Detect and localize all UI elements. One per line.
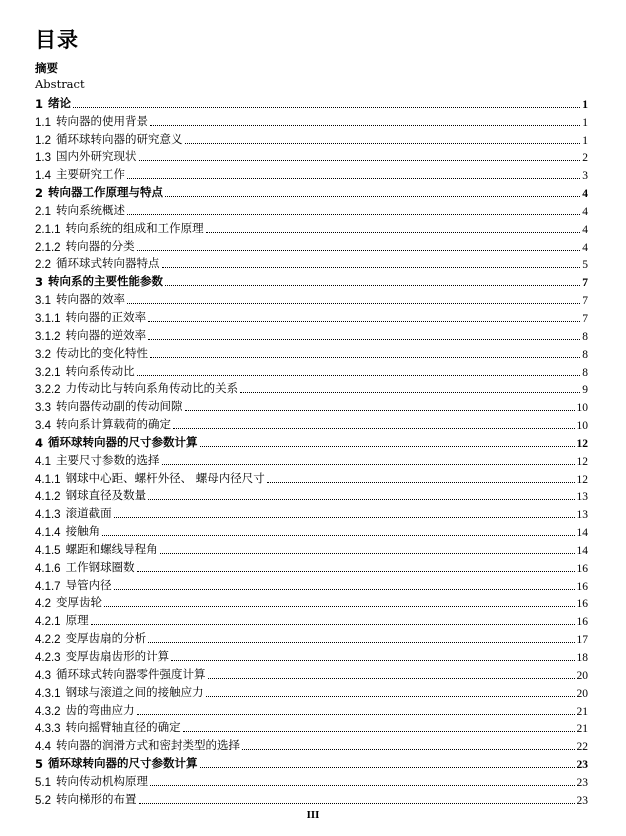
toc-entry-number: 2: [35, 186, 44, 201]
toc-entry[interactable]: [35, 486, 588, 504]
toc-entry[interactable]: [35, 468, 588, 486]
dot-leader: [137, 714, 575, 715]
toc-entry-number: 5.2: [35, 794, 51, 807]
toc-entry-page: 14: [576, 544, 588, 557]
toc-entry[interactable]: [35, 218, 588, 236]
toc-entry[interactable]: [35, 129, 588, 147]
toc-entry-page: 4: [582, 241, 588, 254]
toc-entry[interactable]: [35, 593, 588, 611]
toc-entry-label: 转向摇臂轴直径的确定: [65, 720, 181, 735]
toc-entry-number: 1.2: [35, 134, 51, 147]
toc-entry-number: 1.3: [35, 152, 51, 165]
toc-entry-number: 5: [35, 757, 44, 772]
dot-leader: [127, 303, 580, 304]
toc-entry-label: 循环球转向器的尺寸参数计算: [48, 756, 198, 771]
toc-entry-label: 国内外研究现状: [56, 149, 137, 164]
toc-entry[interactable]: [35, 700, 588, 718]
toc-entry[interactable]: [35, 575, 588, 593]
toc-entry-page: 23: [576, 794, 588, 807]
toc-entry-number: 3.2.2: [35, 384, 61, 397]
toc-entry-page: 22: [576, 741, 588, 754]
toc-entry-page: 10: [576, 402, 588, 415]
toc-entry-page: 5: [582, 259, 588, 272]
toc-entry[interactable]: [35, 718, 588, 736]
toc-entry-label: 钢球直径及数量: [65, 488, 147, 503]
toc-entry-label: 主要尺寸参数的选择: [56, 452, 160, 467]
toc-entry-number: 2.1.1: [35, 223, 61, 236]
dot-leader: [200, 767, 575, 768]
toc-entry-number: 2.1: [35, 205, 51, 218]
toc-entry-label: 导管内径: [65, 577, 112, 592]
toc-entry-page: 16: [576, 580, 588, 593]
toc-entry-page: 12: [576, 437, 588, 450]
toc-entry-page: 7: [582, 312, 588, 325]
dot-leader: [150, 125, 580, 126]
toc-entry-label: 转向系的主要性能参数: [48, 274, 164, 289]
dot-leader: [137, 250, 581, 251]
toc-entry-label: 转向系计算载荷的确定: [56, 417, 171, 432]
toc-entry-number: 4.3: [35, 669, 51, 682]
toc-entry-number: 5.1: [35, 776, 51, 789]
toc-entry-page: 1: [582, 98, 588, 111]
dot-leader: [160, 553, 575, 554]
toc-entry[interactable]: [35, 307, 588, 325]
toc-entry[interactable]: [35, 254, 588, 272]
toc-entry-number: 4.1.5: [35, 544, 61, 557]
toc-entry-number: 4.3.3: [35, 723, 61, 736]
toc-entry-number: 1.4: [35, 170, 51, 183]
dot-leader: [206, 232, 581, 233]
toc-entry-label: 工作钢球圈数: [65, 559, 135, 574]
toc-entry-label: 转向器工作原理与特点: [48, 185, 164, 200]
toc-entry-label: 转向器的正效率: [65, 309, 147, 324]
toc-entry[interactable]: [35, 450, 588, 468]
toc-entry-label: 原理: [65, 613, 89, 628]
dot-leader: [185, 143, 581, 144]
toc-entry-label: 转向系统概述: [56, 202, 125, 217]
dot-leader: [91, 624, 575, 625]
toc-entry[interactable]: [35, 325, 588, 343]
toc-entry[interactable]: [35, 164, 588, 182]
toc-entry[interactable]: [35, 521, 588, 539]
toc-entry-number: 3.1: [35, 295, 51, 308]
toc-entry-label: 变厚齿扇齿形的计算: [65, 649, 170, 663]
toc-entry[interactable]: [35, 664, 588, 682]
dot-leader: [137, 375, 581, 376]
toc-entry-label: 转向器的分类: [65, 238, 135, 253]
toc-entry-page: 4: [582, 188, 588, 201]
dot-leader: [102, 535, 574, 536]
dot-leader: [242, 749, 575, 750]
toc-entry-label: 转向器的效率: [56, 292, 125, 307]
dot-leader: [267, 482, 575, 483]
toc-entry-number: 1: [35, 96, 44, 111]
toc-entry-label: 传动比的变化特性: [56, 345, 148, 360]
toc-entry-page: 10: [576, 420, 588, 433]
toc-entry[interactable]: [35, 182, 588, 200]
dot-leader: [206, 696, 575, 697]
toc-entry-number: 4.1.4: [35, 527, 61, 540]
table-of-contents: [35, 93, 588, 807]
toc-entry-page: 4: [582, 205, 588, 218]
toc-entry[interactable]: [35, 361, 588, 379]
toc-entry-page: 20: [576, 669, 588, 682]
toc-entry[interactable]: [35, 200, 588, 218]
toc-entry-page: 7: [582, 295, 588, 308]
dot-leader: [148, 642, 574, 643]
toc-entry-page: 4: [582, 223, 588, 236]
dot-leader: [165, 285, 580, 286]
toc-entry-number: 4.2.2: [35, 634, 61, 647]
toc-entry-number: 4.3.2: [35, 705, 61, 718]
toc-entry-label: 力传动比与转向系角传动比的关系: [65, 381, 239, 396]
toc-entry-number: 4.2: [35, 598, 51, 611]
toc-entry-page: 12: [576, 473, 588, 486]
toc-entry-label: 变厚齿扇的分析: [65, 631, 147, 646]
dot-leader: [139, 160, 581, 161]
toc-entry-number: 3.1.2: [35, 330, 61, 343]
dot-leader: [173, 428, 575, 429]
toc-entry[interactable]: [35, 771, 588, 789]
toc-entry-number: 4.3.1: [35, 687, 61, 700]
toc-entry-number: 4.1.1: [35, 473, 61, 486]
toc-entry[interactable]: [35, 628, 588, 646]
dot-leader: [240, 392, 580, 393]
dot-leader: [127, 214, 580, 215]
dot-leader: [150, 785, 575, 786]
toc-entry[interactable]: [35, 93, 588, 111]
toc-entry-page: 20: [576, 687, 588, 700]
toc-entry-label: 循环球式转向器特点: [56, 256, 160, 271]
toc-entry-page: 1: [582, 116, 588, 129]
dot-leader: [114, 589, 575, 590]
toc-entry[interactable]: [35, 610, 588, 628]
toc-entry-number: 4.4: [35, 741, 51, 754]
dot-leader: [139, 803, 575, 804]
toc-entry-page: 2: [582, 152, 588, 165]
dot-leader: [73, 107, 580, 108]
toc-entry-page: 16: [576, 598, 588, 611]
toc-entry-label: 主要研究工作: [56, 167, 125, 182]
page-number-footer: III: [306, 811, 320, 821]
toc-entry-number: 4.1.6: [35, 562, 61, 575]
toc-entry[interactable]: [35, 147, 588, 165]
dot-leader: [171, 660, 574, 661]
toc-entry-page: 21: [576, 723, 588, 736]
toc-entry-page: 13: [576, 491, 588, 504]
toc-entry-label: 钢球中心距、螺杆外径、 螺母内径尺寸: [65, 470, 265, 485]
toc-entry[interactable]: [35, 289, 588, 307]
toc-entry-page: 9: [582, 384, 588, 397]
toc-entry-page: 12: [576, 455, 588, 468]
dot-leader: [183, 731, 575, 732]
dot-leader: [148, 321, 580, 322]
dot-leader: [114, 517, 575, 518]
toc-entry-label: 滚道截面: [65, 506, 112, 521]
toc-entry-label: 循环球转向器的研究意义: [56, 131, 183, 146]
dot-leader: [165, 196, 580, 197]
toc-entry-label: 循环球式转向器零件强度计算: [56, 666, 206, 681]
toc-entry-number: 3.2.1: [35, 366, 61, 379]
toc-entry-page: 23: [576, 776, 588, 789]
toc-entry-page: 7: [582, 277, 588, 290]
toc-entry[interactable]: [35, 682, 588, 700]
toc-entry-label: 转向梯形的布置: [56, 791, 137, 806]
toc-entry-number: 2.1.2: [35, 241, 61, 254]
dot-leader: [208, 678, 575, 679]
toc-entry-number: 3.1.1: [35, 312, 61, 325]
page-title: 目录: [35, 28, 79, 52]
toc-entry-label: 转向器的润滑方式和密封类型的选择: [56, 738, 240, 753]
toc-entry-number: 4.2.3: [35, 652, 61, 664]
toc-entry-label: 循环球转向器的尺寸参数计算: [48, 434, 198, 449]
toc-entry[interactable]: [35, 557, 588, 575]
toc-entry-number: 4.1: [35, 455, 51, 468]
toc-entry[interactable]: [35, 343, 588, 361]
toc-entry-number: 4: [35, 435, 44, 450]
toc-entry[interactable]: [35, 432, 588, 450]
toc-entry-label: 转向器传动副的传动间隙: [56, 399, 183, 414]
toc-entry-number: 1.1: [35, 116, 51, 129]
toc-entry[interactable]: [35, 503, 588, 521]
toc-entry[interactable]: [35, 111, 588, 129]
abstract-cn-heading: 摘要: [35, 61, 58, 75]
toc-entry-label: 接触角: [65, 524, 101, 539]
dot-leader: [137, 571, 575, 572]
dot-leader: [104, 606, 575, 607]
toc-entry-label: 变厚齿轮: [56, 595, 102, 610]
dot-leader: [162, 464, 575, 465]
toc-entry-number: 4.1.2: [35, 491, 61, 504]
toc-entry-label: 绪论: [48, 95, 72, 110]
toc-entry-label: 齿的弯曲应力: [65, 702, 135, 717]
toc-entry-label: 转向传动机构原理: [56, 773, 148, 788]
toc-entry-page: 21: [576, 705, 588, 718]
toc-entry[interactable]: [35, 539, 588, 557]
toc-entry[interactable]: [35, 414, 588, 432]
toc-entry-number: 3.3: [35, 402, 51, 415]
toc-entry-number: 3.4: [35, 420, 51, 433]
toc-entry-page: 17: [576, 634, 588, 647]
toc-entry[interactable]: [35, 396, 588, 414]
toc-entry-label: 螺距和螺线导程角: [65, 541, 158, 556]
toc-entry-page: 8: [582, 330, 588, 343]
toc-entry[interactable]: [35, 735, 588, 753]
dot-leader: [150, 357, 580, 358]
toc-entry-page: 8: [582, 366, 588, 379]
toc-entry-page: 16: [576, 562, 588, 575]
dot-leader: [148, 499, 574, 500]
toc-entry-number: 4.2.1: [35, 616, 61, 629]
abstract-en-heading: Abstract: [35, 77, 85, 91]
toc-entry-page: 14: [576, 527, 588, 540]
toc-entry-page: 1: [582, 134, 588, 147]
toc-entry-page: 23: [576, 759, 588, 772]
toc-entry-label: 钢球与滚道之间的接触应力: [65, 684, 204, 699]
dot-leader: [127, 178, 580, 179]
toc-entry[interactable]: [35, 646, 588, 664]
toc-entry-page: 8: [582, 348, 588, 361]
toc-entry-label: 转向器的逆效率: [65, 327, 147, 342]
toc-entry-number: 4.1.3: [35, 509, 61, 522]
toc-entry-page: 16: [576, 616, 588, 629]
toc-entry-page: 18: [576, 652, 588, 664]
toc-entry-number: 3: [35, 275, 44, 290]
dot-leader: [162, 267, 581, 268]
dot-leader: [200, 446, 575, 447]
toc-entry-label: 转向系统的组成和工作原理: [65, 220, 204, 235]
toc-entry[interactable]: [35, 271, 588, 289]
toc-entry[interactable]: [35, 753, 588, 771]
dot-leader: [148, 339, 580, 340]
toc-entry[interactable]: [35, 236, 588, 254]
toc-entry[interactable]: [35, 789, 588, 807]
toc-entry-label: 转向器的使用背景: [56, 113, 148, 128]
toc-entry[interactable]: [35, 379, 588, 397]
toc-entry-number: 2.2: [35, 259, 51, 272]
toc-entry-number: 3.2: [35, 348, 51, 361]
toc-entry-page: 3: [582, 170, 588, 183]
toc-entry-label: 转向系传动比: [65, 363, 135, 378]
dot-leader: [185, 410, 575, 411]
toc-entry-number: 4.1.7: [35, 580, 61, 593]
toc-entry-page: 13: [576, 509, 588, 522]
